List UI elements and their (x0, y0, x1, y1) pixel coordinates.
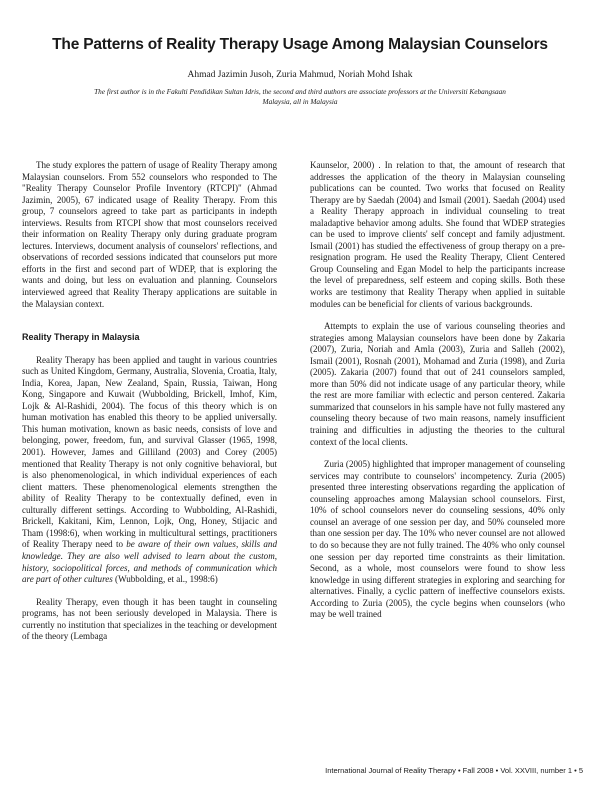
article-authors: Ahmad Jazimin Jusoh, Zuria Mahmud, Noriah Mohd Ishak (187, 70, 413, 80)
abstract-paragraph: The study explores the pattern of usage of Reality Therapy among Malaysian counselors. From 552 counselors who responded to The "Reality Therapy Counselor Profile Inventory (RTCPI)" (Ahmad Jazimin, 2005), 67 indicated usage of Reality Therapy. From this group, 7 counselors agreed to take part as participants in indepth interviews. Results from RTCPI show that most counselors received their information on Reality Therapy only during graduate program lectures. Interviews, document analysis of counselors' reflections, and observations of recorded sessions indicated that counselors put more efforts in the first and second part of WDEP, that is exploring the wants and doing, but less on evaluation and planning. Counselors interviewed agreed that Reality Therapy applications are suitable in the Malaysian context. (22, 160, 277, 309)
section-heading: Reality Therapy in Malaysia (22, 332, 140, 343)
body-paragraph: Kaunselor, 2000) . In relation to that, the amount of research that addresses the application of the theory in Malaysian counseling publications can be counted. Two works that focused on Reality Therapy are by Saedah (2004) and Ismail (2001). Saedah (2004) used a Reality Therapy approach in individual counseling to treat maladaptive behavior among adults. She found that WDEP strategies can be used to improve clients' self concept and family adjustment. Ismail (2001) has studied the effectiveness of group therapy on a pre-resignation program. He used the Reality Therapy, Client Centered Group Counseling and Egan Model to help the participants increase the level of preparedness, self esteem and coping skills. Both these works are testimony that Reality Therapy when applied in suitable modules can be beneficial for clients of various backgrounds. (310, 160, 565, 309)
quote-text: be aware of their own values, skills and knowledge. They are also well advised to learn about the custom, history, sociopolitical forces, and methods of communication which are part of other cultures (22, 539, 277, 585)
body-paragraph: Attempts to explain the use of various counseling theories and strategies among Malaysian counselors have been done by Zakaria (2007), Zuria, Noriah and Amla (2003), Zuria and Salleh (2002), Ismail (2001), Rosnah (2001), Mohamad and Zuria (1998), and Zuria (2005). Zakaria (2007) found that out of 241 counselors sampled, more than 50% did not indicate usage of any particular theory, while the rest are more familiar with eclectic and person centered. Zakaria summarized that counselors in his sample have not fully mastered any counseling theory because of two main reasons, namely insufficient training and difficulties in adjusting the theories to the cultural context of the local clients. (310, 321, 565, 447)
paragraph-text: Reality Therapy has been applied and taught in various countries such as United Kingdom, Germany, Australia, Slovenia, Croatia, Italy, India, Korea, Japan, New Zealand, Spain, Russia, Taiwan, Hong Kong, Singapore and Kuwait (Wubbolding, Brickell, Imhof, Kim, Lojk & Al-Rashidi, 2004). The focus of this theory which is on human motivation has enabled this theory to be applied universally. This human motivation, known as basic needs, consists of love and belonging, power, freedom, fun, and survival Glasser (1965, 1998, 2001). However, James and Gilliland (2003) and Corey (2005) mentioned that Reality Therapy is not only cognitive behavioral, but is also phenomenological, in which individual experiences of each client matters. These phenomenological elements strengthen the ability of Reality Therapy to be contextually defined, even in culturally different settings. According to Wubbolding, Al-Rashidi, Brickell, Kakitani, Kim, Lennon, Lojk, Ong, Honey, Stijacic and Tham (1998:6), when working in multicultural settings, practitioners of Reality Therapy need to (22, 354, 277, 550)
citation-text: (Wubbolding, et al., 1998:6) (112, 574, 218, 585)
right-column (310, 160, 565, 621)
author-affiliation: The first author is in the Fakulti Pendidikan Sultan Idris, the second and third authors are associate professors at the Universiti Kebangsaan Malaysia, all in Malaysia (94, 87, 506, 106)
left-column (22, 160, 277, 643)
body-paragraph: Reality Therapy, even though it has been taught in counseling programs, has not been seriously developed in Malaysia. There is currently no institution that specializes in the teaching or development of the theory (Lembaga (22, 596, 277, 642)
page-footer: International Journal of Reality Therapy • Fall 2008 • Vol. XXVIII, number 1 • 5 (325, 766, 583, 775)
article-title: The Patterns of Reality Therapy Usage Among Malaysian Counselors (52, 36, 548, 53)
body-paragraph: Zuria (2005) highlighted that improper management of counseling services may contribute to counselors' incompetency. Zuria (2005) presented three interesting observations regarding the application of counseling approaches among Malaysian school counselors. First, 10% of school counselors never do counseling sessions, 40% only counsel an average of one session per day, and 50% counseled more than one session per day. The 10% who never counsel are not allowed to do so because they are not fully trained. The 40% who only counsel one session per day reported time constraints as their limitation. Second, as a whole, most counselors were found to show less knowledge in using different strategies in exploring and searching for alternatives. Finally, a cyclic pattern of ineffective counselors exists. According to Zuria (2005), the cycle begins when counselors (who may be well trained (310, 459, 565, 620)
body-paragraph (22, 355, 277, 586)
